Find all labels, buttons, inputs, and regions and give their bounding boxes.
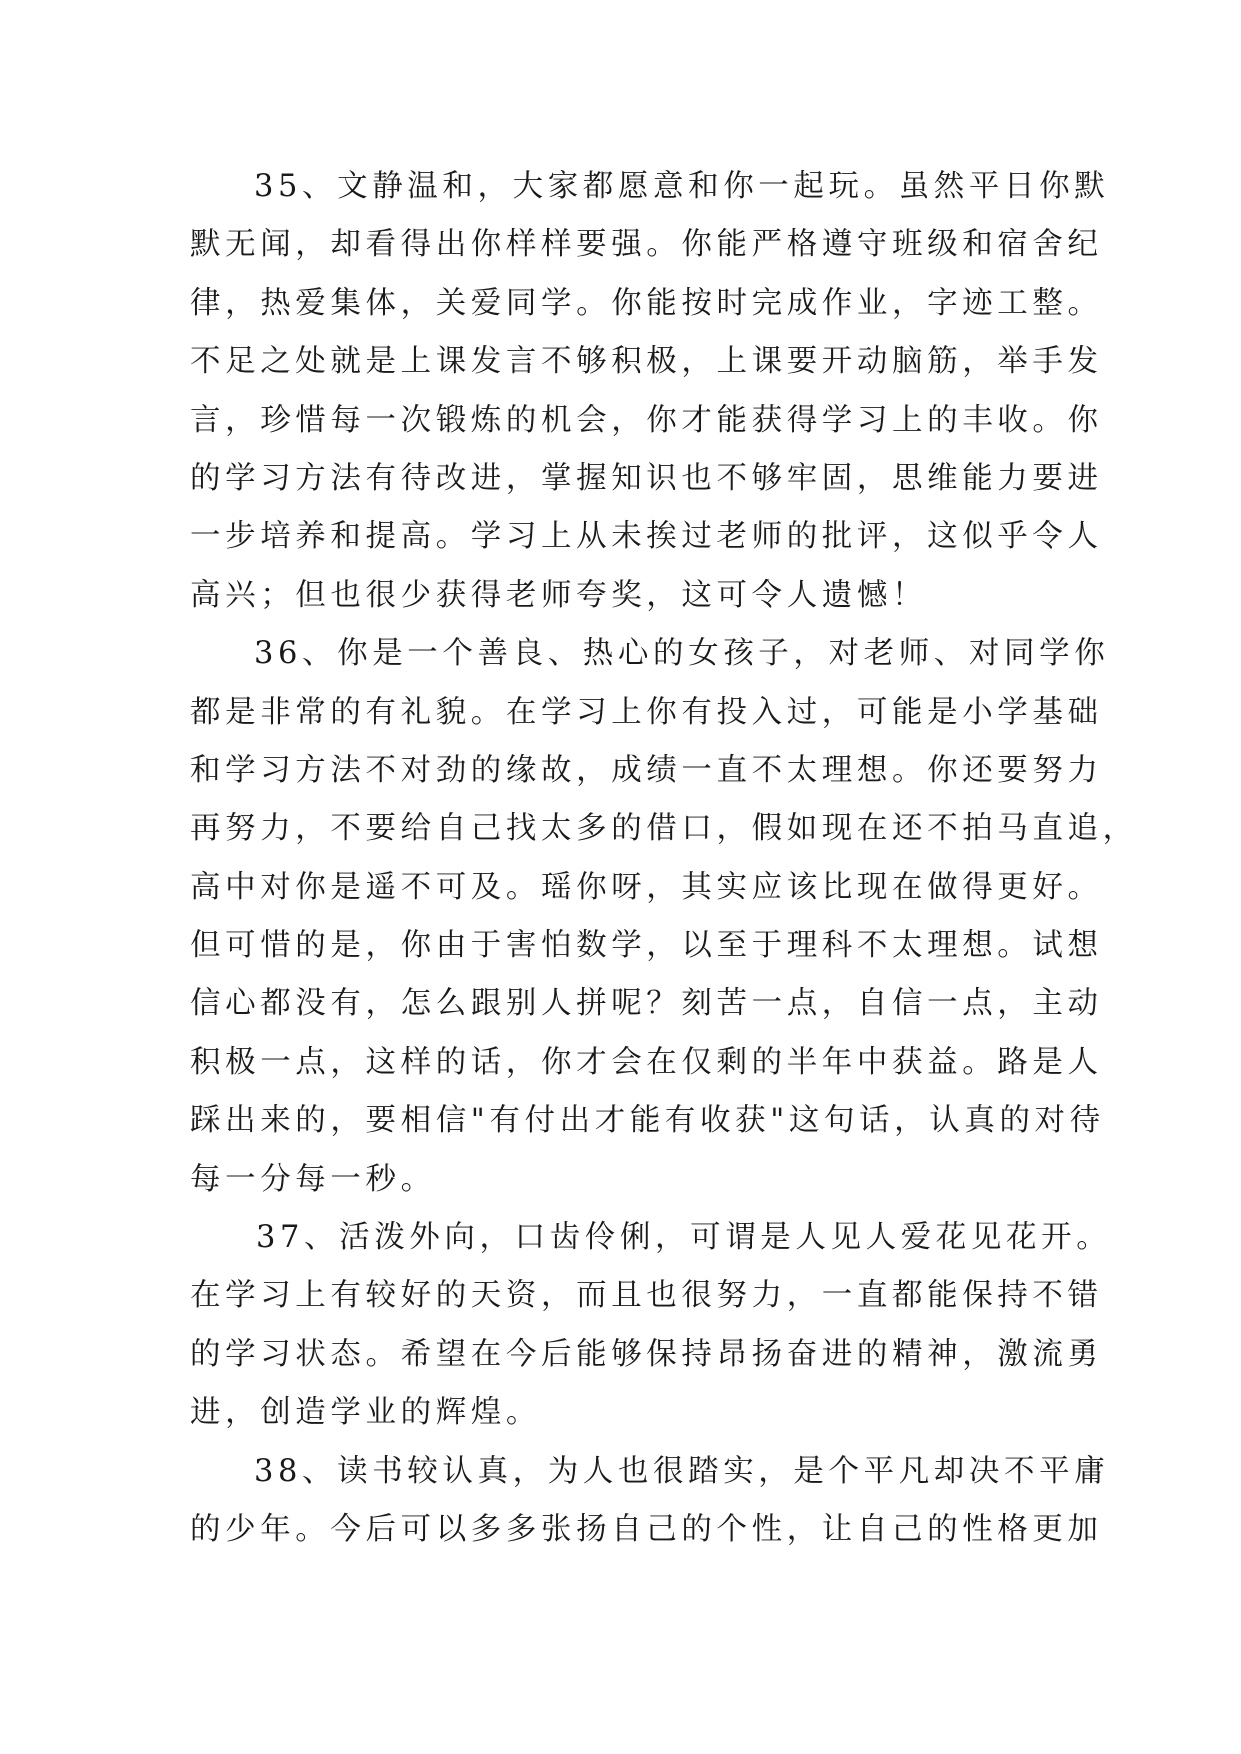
paragraph-35 (190, 158, 1110, 625)
text-line: 的学习状态。希望在今后能够保持昂扬奋进的精神，激流勇 (190, 1336, 1103, 1372)
text-line: 36、你是一个善良、热心的女孩子，对老师、对同学你 (254, 636, 1110, 672)
text-line: 不足之处就是上课发言不够积极，上课要开动脑筋，举手发 (190, 344, 1103, 380)
text-line: 信心都没有，怎么跟别人拼呢？刻苦一点，自信一点，主动 (190, 986, 1103, 1022)
text-line: 默无闻，却看得出你样样要强。你能严格遵守班级和宿舍纪 (190, 227, 1103, 263)
text-line: 积极一点，这样的话，你才会在仅剩的半年中获益。路是人 (190, 1044, 1103, 1080)
text-line: 言，珍惜每一次锻炼的机会，你才能获得学习上的丰收。你 (190, 402, 1103, 438)
text-line: 的学习方法有待改进，掌握知识也不够牢固，思维能力要进 (190, 460, 1103, 496)
paragraph-38 (190, 1443, 1110, 1560)
text-line: 的少年。今后可以多多张扬自己的个性，让自己的性格更加 (190, 1511, 1103, 1547)
text-line: 和学习方法不对劲的缘故，成绩一直不太理想。你还要努力 (190, 752, 1103, 788)
text-line: 踩出来的，要相信"有付出才能有收获"这句话，认真的对待 (190, 1103, 1105, 1139)
text-line: 高兴；但也很少获得老师夸奖，这可令人遗憾！ (190, 577, 928, 613)
paragraph-36 (190, 625, 1138, 1209)
text-line: 高中对你是遥不可及。瑶你呀，其实应该比现在做得更好。 (190, 869, 1103, 905)
text-line: 进，创造学业的辉煌。 (190, 1395, 541, 1431)
text-line: 一步培养和提高。学习上从未挨过老师的批评，这似乎令人 (190, 519, 1103, 555)
text-line: 35、文静温和，大家都愿意和你一起玩。虽然平日你默 (254, 169, 1110, 204)
text-line: 都是非常的有礼貌。在学习上你有投入过，可能是小学基础 (190, 694, 1103, 730)
document-body (190, 158, 1138, 1559)
text-line: 律，热爱集体，关爱同学。你能按时完成作业，字迹工整。 (190, 285, 1103, 321)
text-line: 每一分每一秒。 (190, 1161, 436, 1197)
text-line: 但可惜的是，你由于害怕数学，以至于理科不太理想。试想 (190, 928, 1103, 964)
text-line: 38、读书较认真，为人也很踏实，是个平凡却决不平庸 (254, 1453, 1110, 1489)
text-line: 37、活泼外向，口齿伶俐，可谓是人见人爱花见花开。 (256, 1220, 1112, 1256)
text-line: 再努力，不要给自己找太多的借口，假如现在还不拍马直追， (190, 811, 1138, 847)
text-line: 在学习上有较好的天资，而且也很努力，一直都能保持不错 (190, 1278, 1103, 1314)
paragraph-37 (190, 1209, 1112, 1443)
